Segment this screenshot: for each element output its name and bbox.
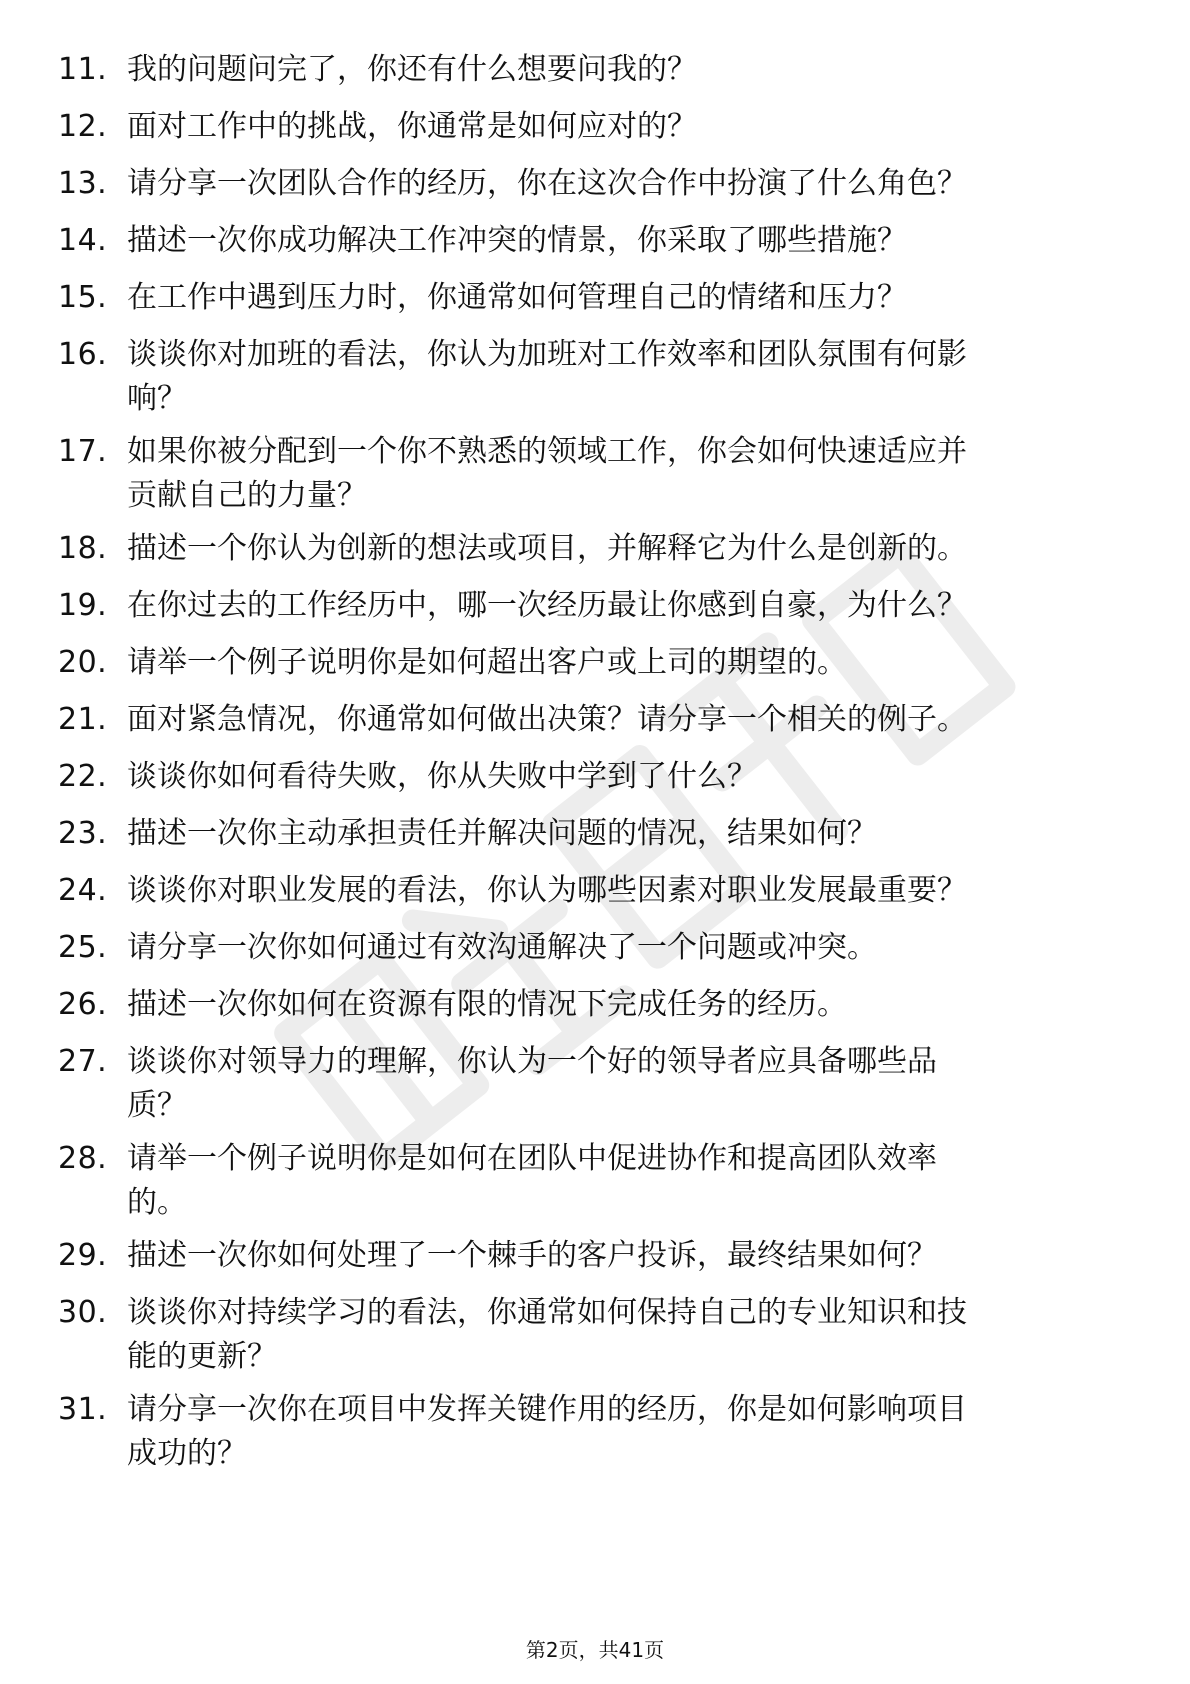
question-number: 24. — [58, 873, 108, 908]
question-text: 描述一次你如何在资源有限的情况下完成任务的经历。 — [127, 987, 847, 1022]
question-text: 描述一次你主动承担责任并解决问题的情况，结果如何？ — [127, 816, 877, 851]
question-text: 请举一个例子说明你是如何超出客户或上司的期望的。 — [127, 645, 847, 680]
question-text: 描述一个你认为创新的想法或项目，并解释它为什么是创新的。 — [127, 531, 967, 566]
question-text: 面对工作中的挑战，你通常是如何应对的？ — [127, 109, 697, 144]
question-number: 26. — [58, 987, 108, 1022]
question-text: 请分享一次你如何通过有效沟通解决了一个问题或冲突。 — [127, 930, 877, 965]
question-number: 25. — [58, 930, 108, 965]
question-text: 描述一次你如何处理了一个棘手的客户投诉，最终结果如何？ — [127, 1238, 937, 1273]
question-text: 谈谈你对加班的看法，你认为加班对工作效率和团队氛围有何影 响？ — [127, 337, 967, 416]
page-number: 第2页，共41页 — [525, 1638, 665, 1662]
question-number: 21. — [58, 702, 108, 737]
question-text: 面对紧急情况，你通常如何做出决策？请分享一个相关的例子。 — [127, 702, 967, 737]
question-number: 31. — [58, 1392, 108, 1427]
question-number: 15. — [58, 280, 108, 315]
question-number: 18. — [58, 531, 108, 566]
question-number: 22. — [58, 759, 108, 794]
question-number: 29. — [58, 1238, 108, 1273]
question-number: 30. — [58, 1295, 108, 1330]
question-number: 23. — [58, 816, 108, 851]
question-number: 20. — [58, 645, 108, 680]
question-text: 谈谈你对领导力的理解，你认为一个好的领导者应具备哪些品 质？ — [127, 1044, 937, 1123]
question-number: 17. — [58, 434, 108, 469]
question-text: 在工作中遇到压力时，你通常如何管理自己的情绪和压力？ — [127, 280, 907, 315]
question-number: 14. — [58, 223, 108, 258]
question-text: 我的问题问完了，你还有什么想要问我的？ — [127, 52, 697, 87]
question-text: 如果你被分配到一个你不熟悉的领域工作，你会如何快速适应并 贡献自己的力量？ — [127, 434, 967, 513]
question-text: 谈谈你如何看待失败，你从失败中学到了什么？ — [127, 759, 757, 794]
question-text: 谈谈你对持续学习的看法，你通常如何保持自己的专业知识和技 能的更新？ — [127, 1295, 967, 1374]
question-text: 请举一个例子说明你是如何在团队中促进协作和提高团队效率 的。 — [127, 1141, 937, 1220]
question-text: 在你过去的工作经历中，哪一次经历最让你感到自豪，为什么？ — [127, 588, 967, 623]
question-number: 16. — [58, 337, 108, 372]
question-text: 请分享一次团队合作的经历，你在这次合作中扮演了什么角色？ — [127, 166, 967, 201]
question-number: 11. — [58, 52, 108, 87]
question-text: 谈谈你对职业发展的看法，你认为哪些因素对职业发展最重要？ — [127, 873, 967, 908]
question-number: 28. — [58, 1141, 108, 1176]
question-number: 12. — [58, 109, 108, 144]
question-number: 13. — [58, 166, 108, 201]
question-text: 描述一次你成功解决工作冲突的情景，你采取了哪些措施？ — [127, 223, 907, 258]
question-number: 27. — [58, 1044, 108, 1079]
question-number: 19. — [58, 588, 108, 623]
question-text: 请分享一次你在项目中发挥关键作用的经历，你是如何影响项目 成功的？ — [127, 1392, 967, 1471]
